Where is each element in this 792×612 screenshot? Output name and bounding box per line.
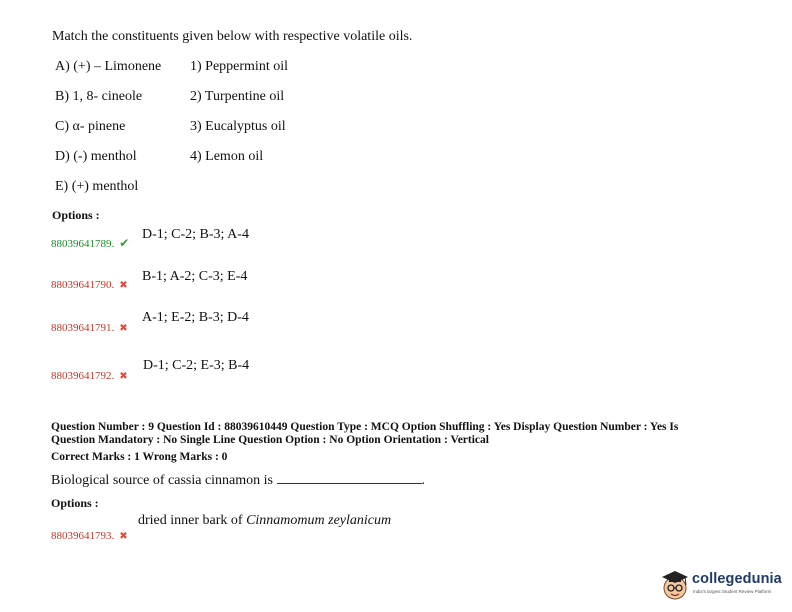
question-8-text: Match the constituents given below with respective volatile oils. [52,29,413,44]
question-9-metadata: Question Number : 9 Question Id : 88039610449 Question Type : MCQ Option Shuffling : Yes Display Question Number : Yes Is Question Mandatory : No Single Line Question Option : No Option Orientation : Vertical [51,421,679,446]
option-id: 88039641792. ✖ [51,370,128,382]
oil-2: 2) Turpentine oil [190,89,285,104]
constituent-c: C) α- pinene [55,119,126,134]
cross-mark-icon: ✖ [119,280,128,291]
option-id: 88039641793. ✖ [51,530,128,542]
option-text[interactable]: B-1; A-2; C-3; E-4 [142,269,248,284]
oil-3: 3) Eucalyptus oil [190,119,286,134]
oil-1: 1) Peppermint oil [190,59,288,74]
option-text[interactable]: D-1; C-2; B-3; A-4 [142,227,249,242]
option-id: 88039641790. ✖ [51,279,128,291]
constituent-b: B) 1, 8- cineole [55,89,143,104]
option-text[interactable]: A-1; E-2; B-3; D-4 [142,310,249,325]
oil-4: 4) Lemon oil [190,149,264,164]
cross-mark-icon: ✖ [119,531,128,542]
options-heading: Options : [52,208,100,222]
graduate-face-icon [660,568,690,602]
brand-tagline: India's largest Student Review Platform [693,589,772,594]
cross-mark-icon: ✖ [119,323,128,334]
option-text[interactable]: dried inner bark of Cinnamomum zeylanicum [138,513,392,528]
options-heading: Options : [51,496,99,510]
answer-blank [277,471,422,484]
collegedunia-logo [660,568,790,604]
brand-name: collegedunia [692,571,782,587]
constituent-e: E) (+) menthol [55,179,139,194]
cross-mark-icon: ✖ [119,371,128,382]
question-9-text: Biological source of cassia cinnamon is . [51,473,425,488]
question-9-marks: Correct Marks : 1 Wrong Marks : 0 [51,451,228,463]
constituent-a: A) (+) – Limonene [55,59,162,74]
constituent-d: D) (-) menthol [55,149,137,164]
option-id: 88039641789. ✔ [51,236,130,250]
check-mark-icon: ✔ [119,236,130,250]
option-id: 88039641791. ✖ [51,322,128,334]
option-text[interactable]: D-1; C-2; E-3; B-4 [143,358,250,373]
